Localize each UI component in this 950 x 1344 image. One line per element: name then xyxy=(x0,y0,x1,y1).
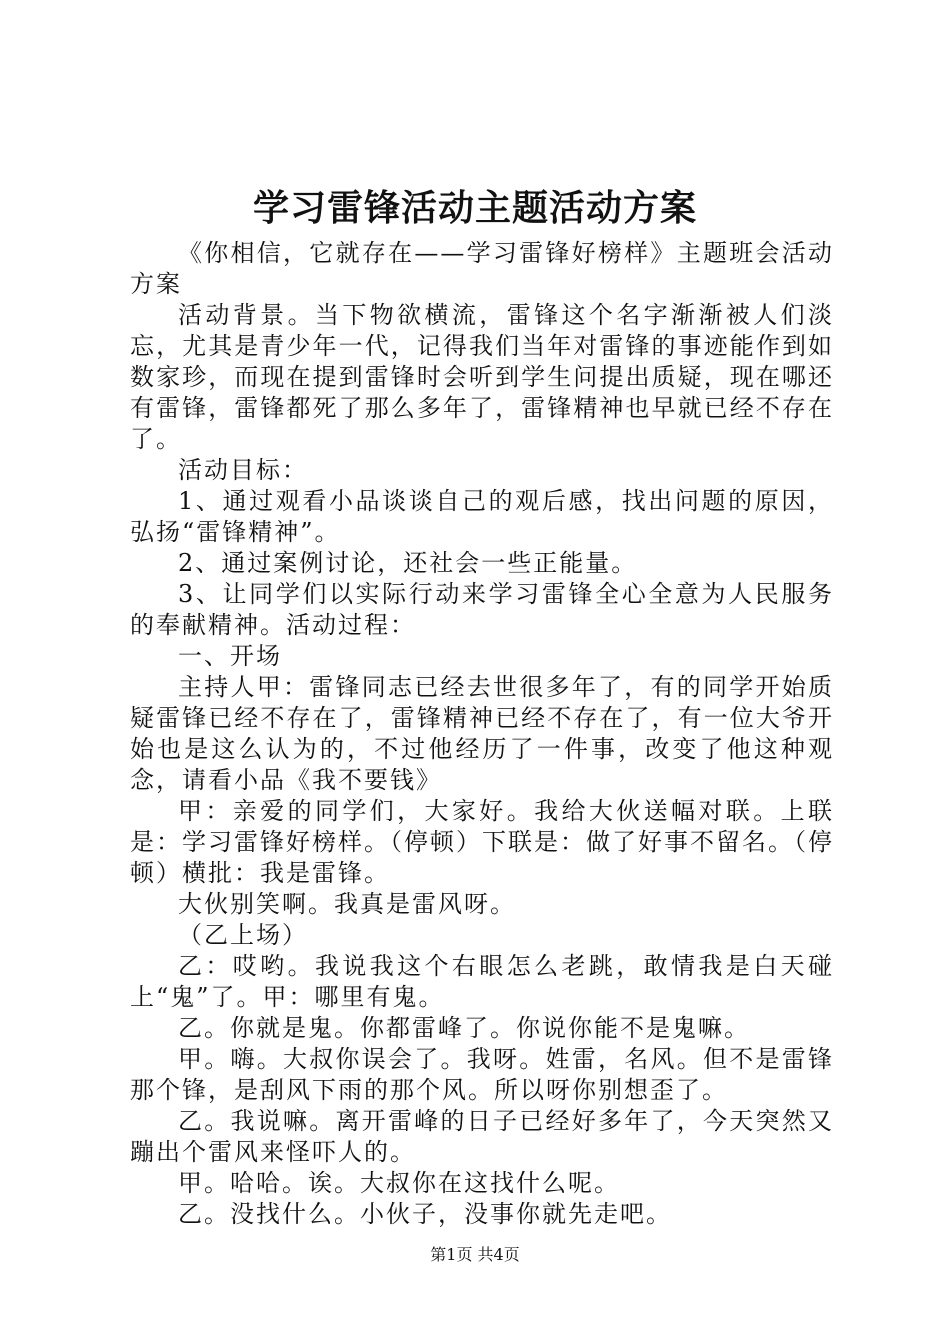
paragraph-dialogue: 大伙别笑啊。我真是雷风呀。 xyxy=(178,890,516,918)
paragraph-dialogue: 甲：亲爱的同学们，大家好。我给大伙送幅对联。上联是：学习雷锋好榜样。（停顿）下联是：做了好事不留名。（停顿）横批：我是雷锋。 xyxy=(130,797,834,887)
paragraph-host-intro: 主持人甲：雷锋同志已经去世很多年了，有的同学开始质疑雷锋已经不存在了，雷锋精神已经不存在了，有一位大爷开始也是这么认为的，不过他经历了一件事，改变了他这种观念，请看小品《我不要钱》 xyxy=(130,673,834,794)
paragraph-stage-direction: （乙上场） xyxy=(178,921,308,949)
document-body xyxy=(130,238,834,1230)
paragraph-subtitle: 《你相信，它就存在——学习雷锋好榜样》主题班会活动方案 xyxy=(130,239,834,298)
paragraph-dialogue: 乙：哎哟。我说我这个右眼怎么老跳，敢情我是白天碰上“鬼”了。甲：哪里有鬼。 xyxy=(130,952,834,1011)
paragraph-background: 活动背景。当下物欲横流，雷锋这个名字渐渐被人们淡忘，尤其是青少年一代，记得我们当年对雷锋的事迹能作到如数家珍，而现在提到雷锋时会听到学生问提出质疑，现在哪还有雷锋，雷锋都死了那么多年了，雷锋精神也早就已经不存在了。 xyxy=(130,301,834,453)
paragraph-dialogue: 甲。哈哈。诶。大叔你在这找什么呢。 xyxy=(178,1169,620,1197)
paragraph-dialogue: 乙。你就是鬼。你都雷峰了。你说你能不是鬼嘛。 xyxy=(178,1014,750,1042)
paragraph-goal-3: 3、让同学们以实际行动来学习雷锋全心全意为人民服务的奉献精神。活动过程： xyxy=(130,580,834,639)
page-indicator: 第1页 共4页 xyxy=(430,1245,520,1264)
paragraph-section-opening: 一、开场 xyxy=(178,642,282,670)
paragraph-goal-1: 1、通过观看小品谈谈自己的观后感，找出问题的原因，弘扬“雷锋精神”。 xyxy=(130,487,834,546)
paragraph-dialogue: 乙。没找什么。小伙子，没事你就先走吧。 xyxy=(178,1200,672,1228)
paragraph-dialogue: 甲。嗨。大叔你误会了。我呀。姓雷，名风。但不是雷锋那个锋，是刮风下雨的那个风。所以呀你别想歪了。 xyxy=(130,1045,834,1104)
paragraph-goal-2: 2、通过案例讨论，还社会一些正能量。 xyxy=(178,549,638,577)
document-title: 学习雷锋活动主题活动方案 xyxy=(252,187,697,229)
paragraph-dialogue: 乙。我说嘛。离开雷峰的日子已经好多年了，今天突然又蹦出个雷风来怪吓人的。 xyxy=(130,1107,834,1166)
paragraph-goals-heading: 活动目标： xyxy=(178,456,308,484)
